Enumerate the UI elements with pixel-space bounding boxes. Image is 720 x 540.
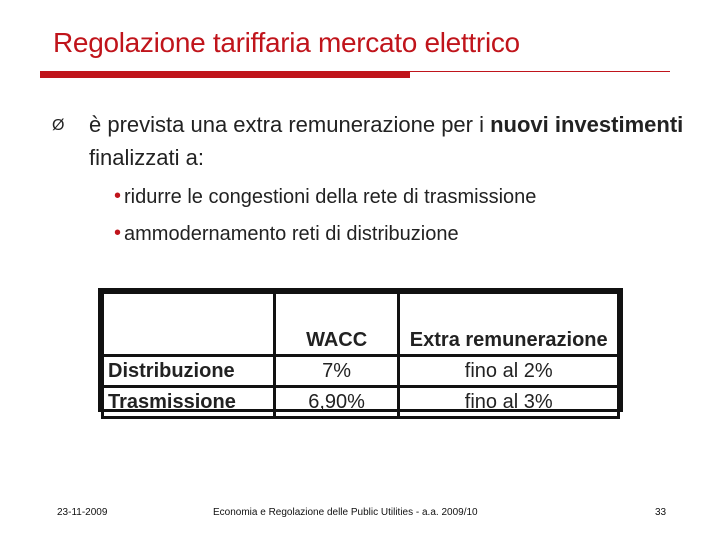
table-row	[103, 356, 619, 387]
table-row	[103, 387, 619, 418]
remuneration-table	[98, 288, 623, 412]
sub-bullet-text: ridurre le congestioni della rete di trasmissione	[124, 186, 537, 208]
sub-bullet-text: ammodernamento reti di distribuzione	[124, 223, 459, 245]
title-underline-thick	[40, 71, 410, 78]
bullet-dot-icon: •	[114, 222, 122, 244]
table-header-row	[103, 293, 619, 356]
table-cell: fino al 3%	[399, 387, 619, 418]
table-header-cell	[103, 293, 275, 356]
footer-date: 23-11-2009	[57, 507, 108, 518]
footer-page-number: 33	[655, 507, 667, 518]
main-bullet-text	[89, 108, 689, 174]
table-cell: 6,90%	[274, 387, 399, 418]
remuneration-table-grid	[101, 291, 620, 419]
footer-course: Economia e Regolazione delle Public Utilities - a.a. 2009/10	[213, 507, 478, 518]
slide-title: Regolazione tariffaria mercato elettrico	[53, 27, 520, 58]
main-text-before: è prevista una extra remunerazione per i	[89, 112, 491, 137]
main-text-bold: nuovi investimenti	[490, 112, 684, 137]
table-cell: fino al 2%	[399, 356, 619, 387]
table-row-label: Trasmissione	[103, 387, 275, 418]
table-row-label: Distribuzione	[103, 356, 275, 387]
bullet-dot-icon: •	[114, 185, 122, 207]
title-underline-thin	[410, 71, 670, 72]
table-header-cell: Extra remunerazione	[399, 293, 619, 356]
main-text-after: finalizzati a:	[89, 145, 204, 170]
table-header-cell: WACC	[274, 293, 399, 356]
table-cell: 7%	[274, 356, 399, 387]
arrow-bullet-icon: Ø	[52, 117, 65, 134]
